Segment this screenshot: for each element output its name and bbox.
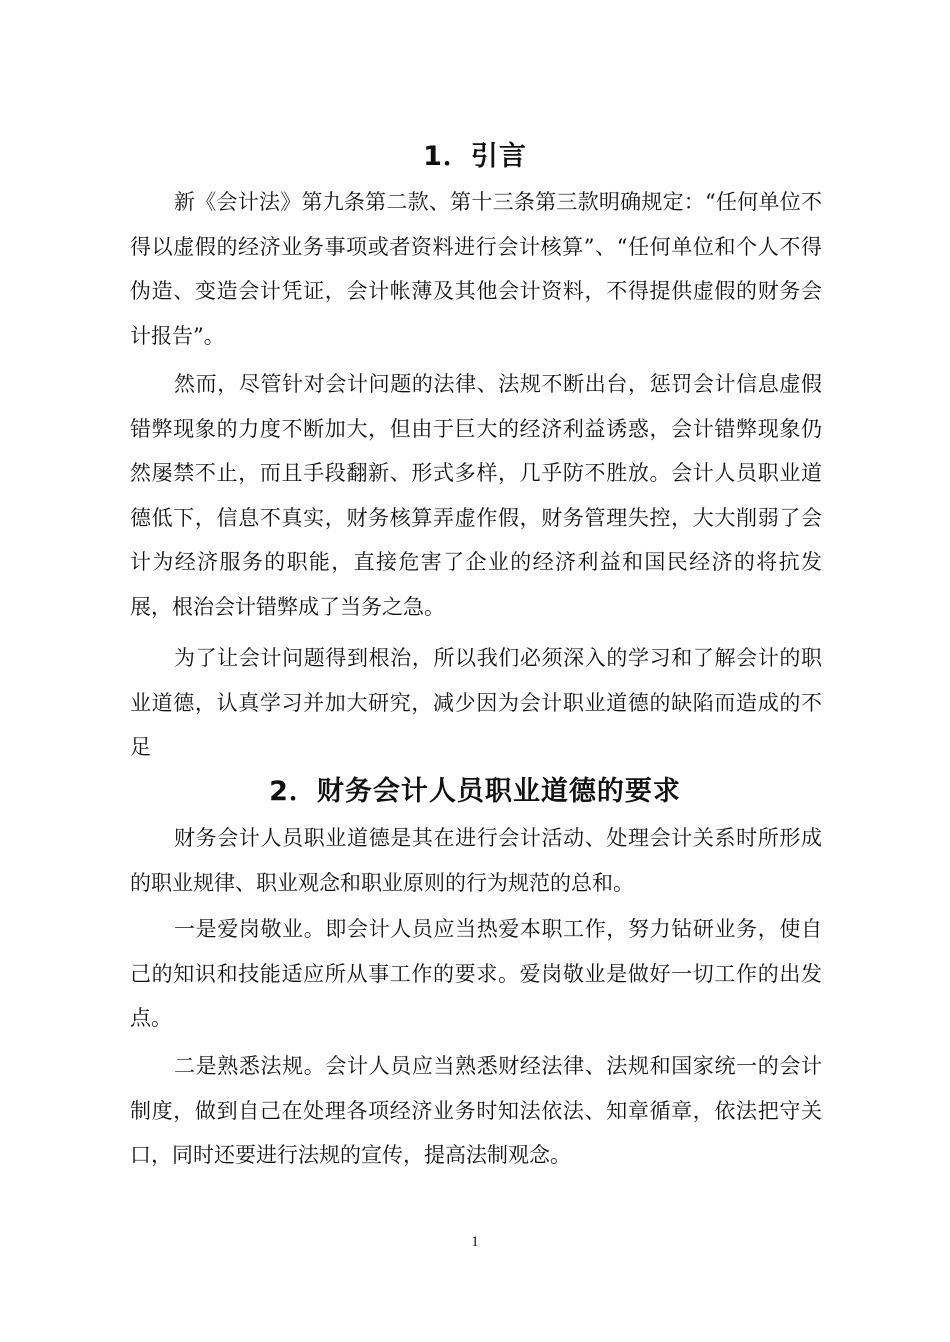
section-1-heading: 1．引言 [423, 141, 527, 172]
section-1-paragraph-2: 然而，尽管针对会计问题的法律、法规不断出台，惩罚会计信息虚假错弊现象的力度不断加大，但由于巨大的经济利益诱惑，会计错弊现象仍然屡禁不止，而且手段翻新、形式多样，几乎防不胜放。会计人员职业道德低下，信息不真实，财务核算弄虚作假，财务管理失控，大大削弱了会计为经济服务的职能，直接危害了企业的经济利益和国民经济的将抗发展，根治会计错弊成了当务之急。 [130, 372, 822, 619]
page-number: 1 [471, 1234, 479, 1250]
section-2-heading: 2．财务会计人员职业道德的要求 [269, 776, 681, 807]
section-2-paragraph-1: 财务会计人员职业道德是其在进行会计活动、处理会计关系时所形成的职业规律、职业观念和职业原则的行为规范的总和。 [130, 826, 822, 895]
section-1-paragraph-3: 为了让会计问题得到根治，所以我们必须深入的学习和了解会计的职业道德，认真学习并加大研究，减少因为会计职业道德的缺陷而造成的不足 [130, 646, 822, 759]
section-2-paragraph-2: 一是爱岗敬业。即会计人员应当热爱本职工作，努力钻研业务，使自己的知识和技能适应所从事工作的要求。爱岗敬业是做好一切工作的出发点。 [130, 917, 822, 1030]
section-2-paragraph-3: 二是熟悉法规。会计人员应当熟悉财经法律、法规和国家统一的会计制度，做到自己在处理各项经济业务时知法依法、知章循章，依法把守关口，同时还要进行法规的宣传，提高法制观念。 [130, 1054, 822, 1167]
section-1-paragraph-1: 新《会计法》第九条第二款、第十三条第三款明确规定：“任何单位不得以虚假的经济业务事项或者资料进行会计核算”、“任何单位和个人不得伪造、变造会计凭证，会计帐薄及其他会计资料，不得提供虚假的财务会计报告”。 [130, 190, 822, 348]
